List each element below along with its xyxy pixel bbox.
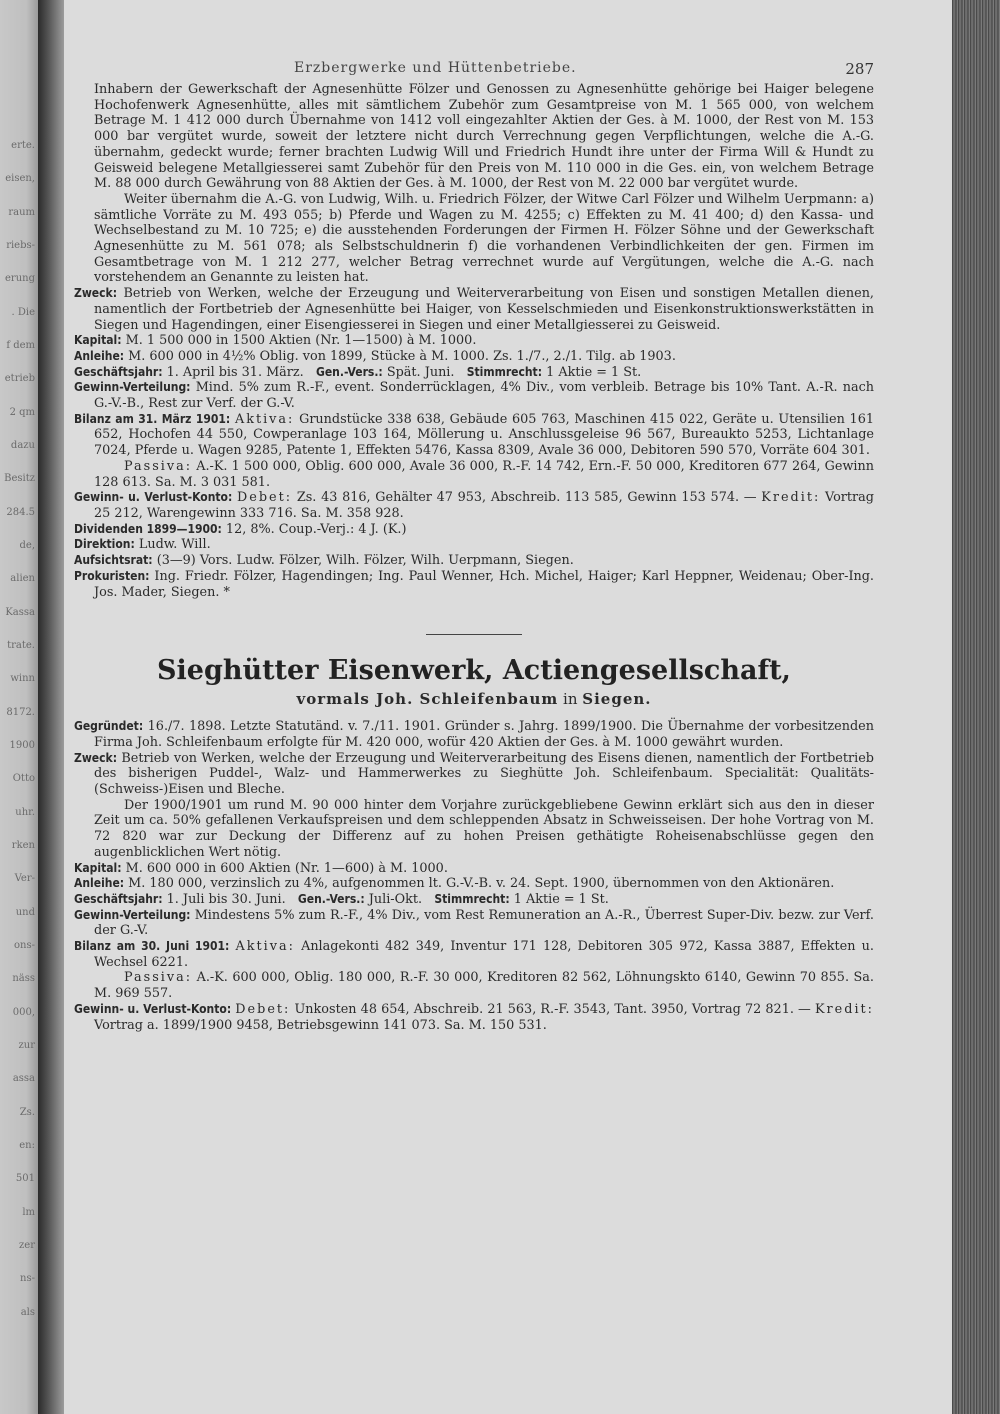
s1-kapital-text: M. 1 500 000 in 1500 Aktien (Nr. 1—1500) à M. 1000.	[125, 333, 477, 349]
s1-aufsichtsrat	[74, 553, 874, 569]
margin-fragment: erte.	[11, 140, 35, 151]
s1-dir-text: Ludw. Will.	[138, 537, 211, 553]
margin-fragment: riebs-	[6, 240, 35, 251]
margin-fragment: erung	[5, 273, 35, 285]
page-content	[74, 60, 874, 1033]
s1-geschaeftsjahr	[74, 365, 874, 381]
s1-debet-text: Zs. 43 816, Gehälter 47 953, Abschreib. 113 585, Gewinn 153 574. —	[296, 490, 757, 506]
s2-gegruendet	[74, 719, 874, 750]
s1-passiva-text: A.-K. 1 500 000, Oblig. 600 000, Avale 36 000, R.-F. 14 742, Ern.-F. 50 000, Kreditoren 677 264, Gewinn 128 613. Sa. M. 3 031 581.	[94, 458, 874, 490]
margin-fragment: 000,	[12, 1006, 35, 1018]
s1-gj-text: 1. April bis 31. März.	[166, 364, 304, 380]
s1-kapital	[74, 333, 874, 349]
s1-passiva-label: Passiva:	[124, 458, 193, 474]
s1-dividenden	[74, 522, 874, 538]
s1-guv-label: Gewinn- u. Verlust-Konto:	[74, 490, 233, 505]
s2-anleihe	[74, 876, 874, 892]
company-title: Sieghütter Eisenwerk, Actiengesellschaft,	[157, 655, 791, 687]
margin-fragment: ons-	[14, 940, 35, 951]
running-title: Erzbergwerke und Hüttenbetriebe.	[294, 60, 577, 76]
s1-prok-text: Ing. Friedr. Fölzer, Hagendingen; Ing. Paul Wenner, Hch. Michel, Haiger; Karl Heppner, Weidenau; Ober-Ing. Jos. Mader, Siegen. *	[94, 568, 874, 600]
s1-gewinnv-label: Gewinn-Verteilung:	[74, 380, 191, 395]
s1-prok-label: Prokuristen:	[74, 568, 150, 583]
s2-anleihe-text: M. 180 000, verzinslich zu 4%, aufgenommen lt. G.-V.-B. v. 24. Sept. 1900, übernommen von den Aktionären.	[128, 876, 835, 892]
s2-zweck-continued: Der 1900/1901 um rund M. 90 000 hinter dem Vorjahre zurückgebliebene Gewinn erklärt sich aus den in dieser Zeit um ca. 50% gefallenen Verkaufspreisen und dem schleppenden Absatz in Schweisseisen. Der hohe Vortrag von M. 72 820 war zur Deckung der Differenz auf zu hohen Preisen gethätigte Roheisenabschlüsse gegen den augenblicklichen Wert nötig.	[94, 797, 874, 860]
margin-fragment: de,	[19, 540, 35, 551]
s1-anleihe	[74, 349, 874, 365]
s1-passiva	[94, 459, 874, 490]
margin-fragment: ns-	[20, 1273, 35, 1285]
s2-gj-text: 1. Juli bis 30. Juni.	[166, 891, 286, 907]
s1-kredit-label: Kredit:	[761, 490, 821, 506]
s1-guv	[74, 490, 874, 521]
s1-gj-label: Geschäftsjahr:	[74, 364, 163, 379]
margin-fragment: als	[20, 1306, 35, 1318]
s1-gv-text: Spät. Juni.	[386, 364, 455, 380]
margin-fragment: eisen,	[5, 173, 35, 185]
s1-intro: Inhabern der Gewerkschaft der Agnesenhütte Fölzer und Genossen zu Agnesenhütte gehörige bei Haiger belegene Hochofenwerk Agnesenhütte, alles mit sämtlichem Zubehör zum Gesamtpreise von M. 1 565 000, von welchem Betrage M. 1 412 000 durch Übernahme von 1412 voll eingezahlter Aktien der Ges. à M. 1000, der Rest von M. 153 000 bar vergütet wurde, soweit der letztere nicht durch Verrechnung gegen Verpflichtungen, welche die A.-G. übernahm, gedeckt wurde; ferner brachten Ludwig Will und Friedrich Hundt ihre unter der Firma Will & Hundt zu Geisweid belegene Metallgiesserei samt Zubehör für den Preis von M. 110 000 in die Ges. ein, von welchem Betrage M. 88 000 durch Gewährung von 88 Aktien der Ges. à M. 1000, der Rest von M. 22 000 bar vergütet wurde.	[94, 82, 874, 192]
s2-kapital-label: Kapital:	[74, 860, 122, 875]
company-subtitle-in: in	[563, 690, 578, 709]
margin-fragment: 501	[15, 1173, 35, 1185]
s2-gegr-text: 16./7. 1898. Letzte Statutänd. v. 7./11. 1901. Gründer s. Jahrg. 1899/1900. Die Übernahme der vorbesitzenden Firma Joh. Schleifenbaum erfolgte für M. 420 000, wofür 420 Aktien der Ges. à M. 1000 gewährt wurden.	[94, 719, 874, 750]
s2-passiva	[94, 970, 874, 1001]
s1-div-label: Dividenden 1899—1900:	[74, 521, 222, 536]
margin-fragment: rken	[11, 840, 35, 851]
s2-bilanz	[74, 939, 874, 970]
s1-bilanz	[74, 412, 874, 459]
s2-zweck-text: Betrieb von Werken, welche der Erzeugung und Weiterverarbeitung des Eisens dienen, namentlich der Fortbetrieb des bisherigen Puddel-, Walz- und Hammerwerkes zu Sieghütte Joh. Schleifenbaum. Specialität: Qualitäts-(Schweiss-)Eisen und Bleche.	[94, 750, 874, 798]
margin-fragment: 8172.	[6, 706, 35, 718]
page	[64, 0, 952, 1414]
s1-prokuristen	[74, 569, 874, 600]
s2-zweck	[74, 751, 874, 798]
s2-debet-label: Debet:	[235, 1001, 291, 1017]
margin-fragment: und	[15, 906, 35, 918]
s1-gewinn-verteilung	[74, 380, 874, 411]
margin-fragment: assa	[12, 1073, 35, 1085]
margin-fragment: zur	[18, 1040, 35, 1051]
s2-bilanz-label: Bilanz am 30. Juni 1901:	[74, 939, 230, 954]
s2-guv	[74, 1002, 874, 1033]
s2-aktiva-text: Anlagekonti 482 349, Inventur 171 128, Debitoren 305 972, Kassa 3887, Effekten u. Wechsel 6221.	[94, 939, 874, 970]
s2-anleihe-label: Anleihe:	[74, 876, 125, 891]
s1-ar-label: Aufsichtsrat:	[74, 553, 153, 568]
s1-dir-label: Direktion:	[74, 537, 135, 552]
margin-fragment: raum	[8, 206, 35, 218]
previous-page-edge	[0, 0, 38, 1414]
s2-gegr-label: Gegründet:	[74, 719, 144, 734]
margin-fragment: 2 qm	[9, 406, 35, 418]
s1-ar-text: (3—9) Vors. Ludw. Fölzer, Wilh. Fölzer, Wilh. Uerpmann, Siegen.	[156, 553, 574, 569]
s1-zweck	[74, 286, 874, 333]
company-subtitle-vormals: vormals Joh. Schleifenbaum	[296, 690, 559, 709]
margin-fragment: uhr.	[15, 806, 35, 818]
s1-aktiva-text: Grundstücke 338 638, Gebäude 605 763, Maschinen 415 022, Geräte u. Utensilien 161 652, Hochofen 44 550, Cowperanlage 103 164, Möllerung u. Anschlussgeleise 96 567, Bureaukto 5253, Lichtanlage 7024, Pferde u. Wagen 9285, Patente 1, Effekten 5476, Kassa 8309, Avale 36 000, Debitoren 590 570, Vorräte 604 301.	[94, 411, 874, 459]
s2-gv-label: Gen.-Vers.:	[297, 891, 365, 906]
s2-gj-label: Geschäftsjahr:	[74, 891, 163, 906]
margin-fragment: lm	[22, 1206, 35, 1218]
s1-aktiva-label: Aktiva:	[234, 411, 295, 427]
s2-kredit-text: Vortrag a. 1899/1900 9458, Betriebsgewinn 141 073. Sa. M. 150 531.	[94, 1017, 547, 1033]
s2-kredit-label: Kredit:	[815, 1001, 874, 1017]
s2-gewinnv-text: Mindestens 5% zum R.-F., 4% Div., vom Rest Remuneration an A.-R., Überrest Super-Div. bezw. zur Verf. der G.-V.	[94, 907, 875, 939]
s1-direktion	[74, 537, 874, 553]
s2-gewinn-verteilung	[74, 908, 874, 939]
margin-fragment: alien	[10, 573, 35, 585]
margin-fragment: Otto	[12, 773, 35, 785]
s2-gv-text: Juli-Okt.	[368, 891, 423, 907]
s2-stimm-label: Stimmrecht:	[434, 891, 510, 906]
margin-fragment: Besitz	[4, 473, 35, 485]
s1-anleihe-label: Anleihe:	[74, 348, 125, 363]
margin-fragment: etrieb	[4, 373, 35, 385]
s1-gv-label: Gen.-Vers.:	[315, 364, 383, 379]
s2-debet-text: Unkosten 48 654, Abschreib. 21 563, R.-F. 3543, Tant. 3950, Vortrag 72 821. —	[294, 1001, 811, 1017]
s1-bilanz-label: Bilanz am 31. März 1901:	[74, 411, 231, 426]
s1-kapital-label: Kapital:	[74, 333, 122, 348]
s1-stimm-label: Stimmrecht:	[466, 364, 543, 379]
s2-zweck-label: Zweck:	[74, 750, 118, 765]
s2-guv-label: Gewinn- u. Verlust-Konto:	[74, 1001, 232, 1016]
company-subtitle-city: Siegen.	[582, 690, 652, 709]
s2-passiva-label: Passiva:	[124, 970, 193, 986]
s2-passiva-text: A.-K. 600 000, Oblig. 180 000, R.-F. 30 000, Kreditoren 82 562, Löhnungskto 6140, Gewinn 70 855. Sa. M. 969 557.	[94, 970, 874, 1002]
s1-gewinnv-text: Mind. 5% zum R.-F., event. Sonderrücklagen, 4% Div., vom verbleib. Betrage bis 10% Tant. A.-R. nach G.-V.-B., Rest zur Verf. der G.-V.	[94, 380, 874, 412]
s2-geschaeftsjahr	[74, 892, 874, 908]
margin-fragment: zer	[19, 1240, 35, 1251]
book-gutter	[38, 0, 64, 1414]
margin-fragment: f dem	[6, 340, 35, 351]
margin-fragment: . Die	[11, 306, 35, 318]
s1-intro-continued: Weiter übernahm die A.-G. von Ludwig, Wilh. u. Friedrich Fölzer, der Witwe Carl Fölzer und Wilhelm Uerpmann: a) sämtliche Vorräte zu M. 493 055; b) Pferde und Wagen zu M. 4255; c) Effekten zu M. 41 400; d) den Kassa- und Wechselbestand zu M. 10 725; e) die ausstehenden Forderungen der Firmen H. Fölzer Söhne und der Gewerkschaft Agnesenhütte zu M. 561 078; als Selbstschuldnerin f) die vorhandenen Verbindlichkeiten der gen. Firmen im Gesamtbetrage von M. 1 212 277, welcher Betrag verrechnet wurde auf Vergütungen, welche die A.-G. nach vorstehendem an Genannte zu leisten hat.	[94, 191, 874, 286]
margin-fragment: dazu	[10, 440, 35, 451]
page-number: 287	[845, 60, 874, 78]
section-divider	[426, 634, 522, 635]
running-header	[154, 60, 874, 82]
margin-fragment: Zs.	[19, 1106, 35, 1118]
margin-fragment: winn	[10, 673, 35, 685]
s2-aktiva-label: Aktiva:	[235, 939, 295, 955]
margin-fragment: trate.	[7, 640, 35, 651]
s1-div-text: 12, 8%. Coup.-Verj.: 4 J. (K.)	[225, 521, 407, 537]
s1-debet-label: Debet:	[237, 490, 293, 506]
s1-kredit-text: Vortrag 25 212, Warengewinn 333 716. Sa. M. 358 928.	[94, 490, 875, 521]
margin-fragment: Ver-	[14, 873, 35, 885]
page-stack-edge	[952, 0, 1000, 1414]
margin-fragment: 1900	[9, 740, 35, 751]
s1-stimm-text: 1 Aktie = 1 St.	[546, 364, 642, 380]
margin-fragment: Kassa	[5, 606, 35, 618]
s1-zweck-text: Betrieb von Werken, welche der Erzeugung und Weiterverarbeitung von Eisen und sonstigen Metallen dienen, namentlich der Fortbetrieb der Agnesenhütte bei Haiger, von Kesselschmieden und Eisenkonstruktionswerkstätten in Siegen und Hagendingen, einer Eisengiesserei in Siegen und einer Metallgiesserei zu Geisweid.	[94, 286, 875, 333]
margin-fragment: 284.5	[6, 506, 35, 518]
s2-kapital-text: M. 600 000 in 600 Aktien (Nr. 1—600) à M. 1000.	[125, 860, 448, 876]
s1-zweck-label: Zweck:	[74, 286, 118, 301]
s1-anleihe-text: M. 600 000 in 4½% Oblig. von 1899, Stücke à M. 1000. Zs. 1./7., 2./1. Tilg. ab 1903.	[128, 348, 676, 364]
s2-stimm-text: 1 Aktie = 1 St.	[513, 891, 609, 907]
s2-gewinnv-label: Gewinn-Verteilung:	[74, 907, 191, 922]
company-subtitle	[74, 689, 874, 709]
margin-fragment: näss	[12, 973, 35, 985]
margin-fragment: en:	[19, 1140, 35, 1151]
s2-kapital	[74, 861, 874, 877]
